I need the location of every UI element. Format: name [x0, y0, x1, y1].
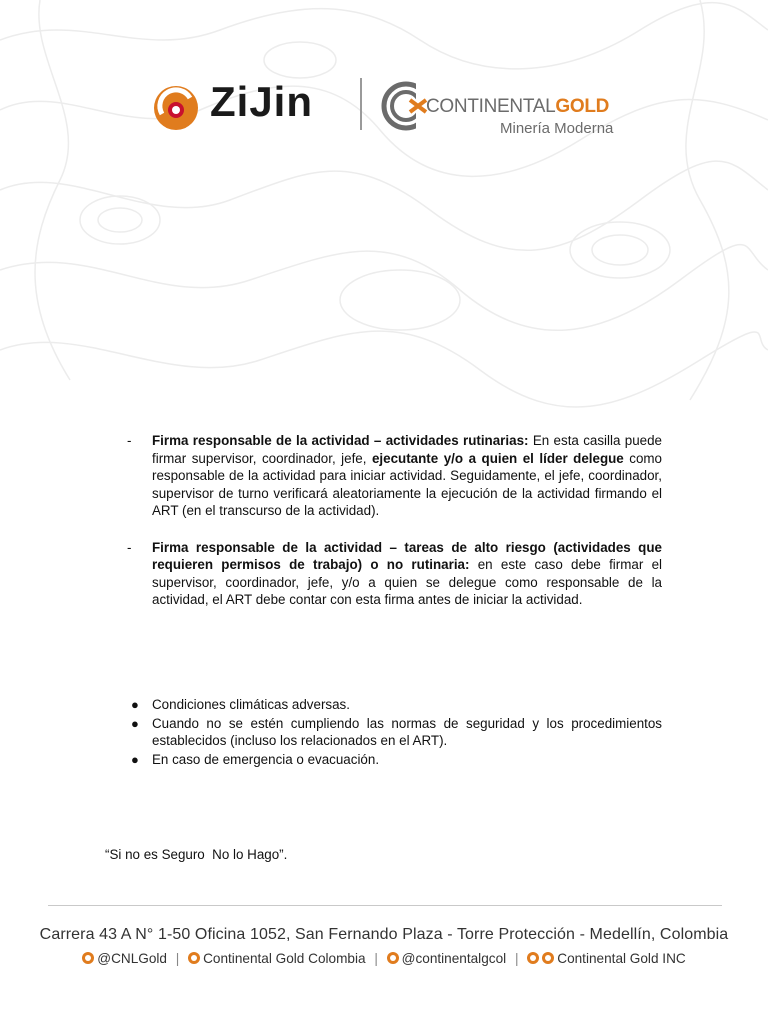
routine-text-1: En esta casilla puede firmar supervisor, coordinador, jefe, [152, 433, 662, 466]
zijin-logo [152, 80, 342, 136]
bullet-icon: ● [131, 751, 139, 767]
cg-name-part-gold: GOLD [555, 96, 610, 117]
conditions-list [127, 696, 662, 769]
bullet-icon: ● [131, 697, 139, 712]
youtube-icon [527, 952, 539, 964]
dash-marker: - [127, 539, 132, 555]
list-item-text: Condiciones climáticas adversas. [152, 697, 350, 712]
logo-divider [360, 78, 362, 130]
linkedin-icon [542, 952, 554, 964]
facebook-icon [188, 952, 200, 964]
social-twitter-handle[interactable]: @CNLGold [97, 951, 167, 966]
social-facebook-page[interactable]: Continental Gold Colombia [203, 951, 366, 966]
dash-item-high-risk-tasks [127, 539, 662, 609]
signature-section [127, 432, 662, 628]
continental-gold-emblem-icon [380, 80, 432, 132]
dash-marker: - [127, 433, 132, 448]
high-risk-lead: Firma responsable de la actividad – tareas de alto riesgo (actividades que requieren permisos de trabajo) o no rutinaria: [152, 539, 662, 572]
list-item [127, 715, 662, 750]
social-youtube-linkedin-name[interactable]: Continental Gold INC [557, 951, 686, 966]
twitter-icon [82, 952, 94, 964]
social-instagram-handle[interactable]: @continentalgcol [401, 951, 507, 966]
routine-text-2: como responsable de la actividad para iniciar actividad. Seguidamente, el jefe, coordinador, supervisor de turno verificará aleatoriamente la ejecución de la actividad firmando el ART (en el transcurso de la actividad). [152, 450, 663, 518]
list-item-text: Cuando no se estén cumpliendo las normas de seguridad y los procedimientos establecidos (incluso los relacionados en el ART). [152, 715, 662, 748]
separator: | [514, 951, 519, 966]
letterhead-header [0, 70, 768, 150]
safety-motto: “Si no es Seguro No lo Hago”. [105, 847, 288, 862]
zijin-emblem-icon [152, 84, 200, 132]
topographic-background [0, 0, 768, 420]
continental-gold-wordmark [426, 96, 609, 118]
list-item [127, 751, 662, 769]
list-item-text: En caso de emergencia o evacuación. [152, 751, 380, 767]
routine-lead: Firma responsable de la actividad – actividades rutinarias: [152, 433, 529, 448]
continental-gold-tagline: Minería Moderna [500, 120, 614, 137]
bullet-icon: ● [131, 715, 139, 731]
cg-name-part-continental: CONTINENTAL [426, 96, 556, 117]
high-risk-text: en este caso debe firmar el supervisor, coordinador, jefe, y/o a quien se delegue como responsable de la actividad, el ART debe contar con esta firma antes de iniciar la actividad. [152, 557, 662, 607]
footer-divider [48, 905, 722, 906]
routine-bold-mid: ejecutante y/o a quien el líder delegue [371, 450, 624, 466]
footer-social-links [0, 951, 768, 966]
continental-gold-logo [380, 76, 630, 142]
dash-item-routine-activities [127, 432, 662, 520]
instagram-icon [387, 952, 399, 964]
zijin-wordmark: ZiJin [210, 78, 314, 125]
list-item [127, 696, 662, 714]
separator: | [374, 951, 378, 966]
footer-address: Carrera 43 A N° 1-50 Oficina 1052, San Fernando Plaza - Torre Protección - Medellín, Colombia [39, 926, 729, 943]
separator: | [175, 951, 180, 966]
